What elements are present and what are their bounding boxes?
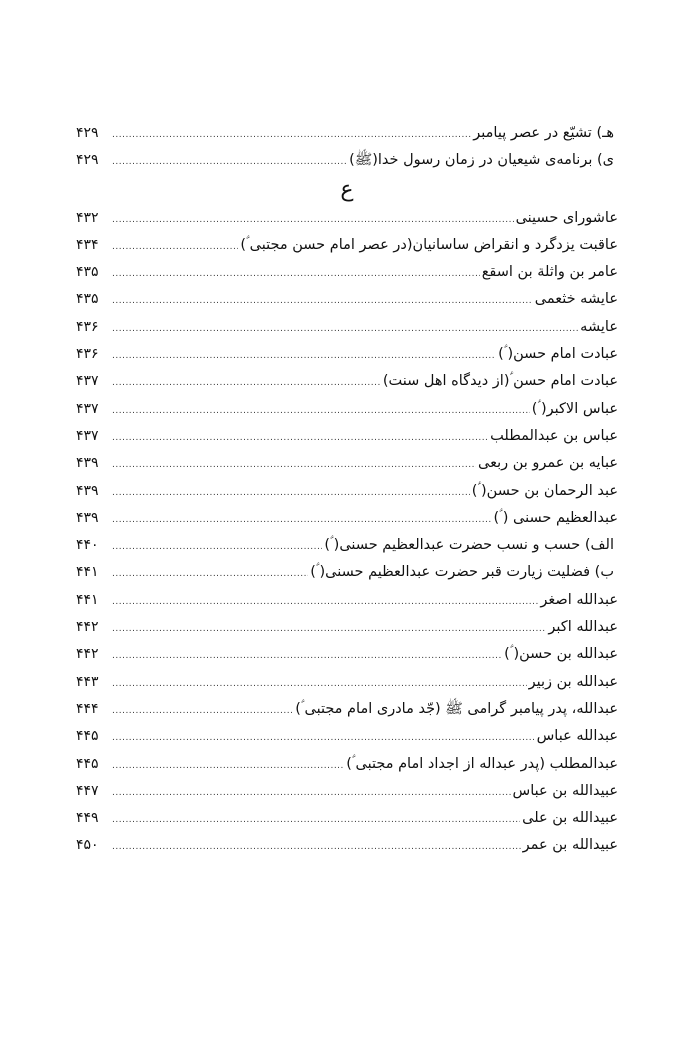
dot-leader: [112, 207, 514, 234]
dot-leader: [112, 149, 347, 176]
dot-leader: [112, 780, 511, 807]
dot-leader: [112, 753, 344, 780]
entry-page-number: ۴۳۹: [76, 509, 99, 526]
entry-page-number: ۴۴۲: [76, 646, 99, 663]
entry-page-number: ۴۴۹: [76, 810, 99, 827]
index-entry: [76, 368, 618, 395]
entry-page-number: ۴۳۵: [76, 264, 99, 281]
entry-page-number: ۴۲۹: [76, 125, 99, 141]
entry-page-number: ۴۴۵: [76, 755, 99, 772]
pre-section-entries: [76, 120, 618, 175]
entry-page-number: ۴۴۱: [76, 564, 99, 581]
entry-title: هـ) تشیّع در عصر پیامبر: [473, 125, 614, 141]
dot-leader: [112, 343, 496, 370]
entry-page-number: ۴۴۴: [76, 700, 99, 717]
dot-leader: [112, 288, 533, 315]
dot-leader: [112, 370, 381, 397]
index-entry: [76, 423, 618, 450]
index-entry: [76, 505, 618, 532]
entry-page-number: ۴۴۲: [76, 619, 99, 636]
entry-title: عایشه خثعمی: [534, 291, 618, 308]
entry-title: عامر بن واثلة بن اسقع: [481, 264, 618, 281]
dot-leader: [112, 834, 521, 861]
entry-page-number: ۴۳۷: [76, 427, 99, 444]
entry-page-number: ۴۳۶: [76, 346, 99, 363]
index-entry: [76, 641, 618, 668]
dot-leader: [112, 398, 530, 425]
dot-leader: [112, 698, 293, 725]
entry-title: عایشه: [580, 318, 618, 335]
entry-title: عبدالله بن حسن( ؑ): [504, 646, 618, 663]
index-entry: [76, 723, 618, 750]
dot-leader: [112, 480, 470, 507]
dot-leader: [112, 234, 238, 261]
index-entry: [76, 286, 618, 313]
index-entry: [76, 259, 618, 286]
entry-page-number: ۴۳۷: [76, 400, 99, 417]
index-entry: [76, 669, 618, 696]
dot-leader: [112, 507, 491, 534]
entry-title: عباس الاکبر( ؑ): [531, 400, 618, 417]
entry-page-number: ۴۳۶: [76, 318, 99, 335]
index-entry: [76, 205, 618, 232]
dot-leader: [112, 534, 322, 561]
entry-title: عاقبت یزدگرد و انقراض ساسانیان(در عصر امام حسن مجتبی ؑ): [240, 236, 618, 253]
index-entry: [76, 696, 618, 723]
entry-page-number: ۴۳۹: [76, 482, 99, 499]
entry-page-number: ۴۴۳: [76, 673, 99, 690]
entry-page-number: ۴۵۰: [76, 837, 99, 854]
entry-title: عبادت امام حسن( ؑ): [498, 346, 618, 363]
entry-title: ی) برنامه‌ی شیعیان در زمان رسول خدا(ﷺ): [349, 152, 614, 169]
index-entry: [76, 232, 618, 259]
entry-page-number: ۴۳۵: [76, 291, 99, 308]
entry-title: عبیدالله بن علی: [522, 810, 618, 827]
entry-title: عبدالله اصغر: [540, 591, 618, 608]
entry-title: عباس بن عبدالمطلب: [490, 427, 618, 444]
entry-title: عبیدالله بن عمر: [522, 837, 618, 854]
entry-page-number: ۴۴۷: [76, 782, 99, 799]
index-entry: [76, 587, 618, 614]
dot-leader: [112, 671, 527, 698]
index-subentry: [76, 147, 618, 174]
entry-page-number: ۴۳۷: [76, 373, 99, 390]
index-entry: [76, 778, 618, 805]
entry-title: الف) حسب و نسب حضرت عبدالعظیم حسنی( ؑ): [324, 537, 614, 554]
dot-leader: [112, 807, 520, 834]
entry-page-number: ۴۳۹: [76, 455, 99, 472]
index-entry: [76, 478, 618, 505]
section-entries: [76, 205, 618, 860]
entry-title: عبادت امام حسن ؑ(از دیدگاه اهل سنت): [382, 373, 618, 390]
entry-title: عاشورای حسینی: [515, 209, 618, 226]
index-entry: [76, 751, 618, 778]
entry-title: عبدالله عباس: [536, 728, 618, 745]
entry-page-number: ۴۳۲: [76, 209, 99, 226]
entry-title: ب) فضلیت زیارت قبر حضرت عبدالعظیم حسنی( ؑ): [310, 564, 614, 581]
entry-title: عبدالمطلب (پدر عبداله از اجداد امام مجتبی ؑ): [346, 755, 618, 772]
dot-leader: [112, 589, 538, 616]
dot-leader: [112, 616, 546, 643]
dot-leader: [112, 122, 471, 149]
index-entry: [76, 832, 618, 859]
entry-title: عبد الرحمان بن حسن( ؑ): [471, 482, 618, 499]
entry-title: عبایه بن عمرو بن ربعی: [478, 455, 618, 472]
entry-title: عبدالله اکبر: [548, 619, 618, 636]
index-entry: [76, 341, 618, 368]
dot-leader: [112, 561, 308, 588]
dot-leader: [112, 316, 578, 343]
index-entry: [76, 450, 618, 477]
dot-leader: [112, 425, 488, 452]
entry-page-number: ۴۴۰: [76, 537, 99, 554]
entry-title: عبیدالله بن عباس: [512, 782, 618, 799]
index-list: [76, 120, 618, 860]
index-entry: [76, 614, 618, 641]
entry-title: عبدالله، پدر پیامبر گرامی ﷺ (جّد مادری امام مجتبی ؑ): [295, 700, 618, 717]
entry-title: عبدالعظیم حسنی ( ؑ): [493, 509, 618, 526]
index-entry: [76, 314, 618, 341]
entry-page-number: ۴۳۴: [76, 236, 99, 253]
index-subentry: [76, 120, 618, 147]
index-entry: [76, 396, 618, 423]
dot-leader: [112, 643, 502, 670]
entry-title: عبدالله بن زبیر: [528, 673, 618, 690]
index-subentry: [76, 532, 618, 559]
index-subentry: [76, 559, 618, 586]
dot-leader: [112, 725, 535, 752]
dot-leader: [112, 261, 480, 288]
entry-page-number: ۴۴۱: [76, 591, 99, 608]
entry-page-number: ۴۲۹: [76, 152, 99, 169]
entry-page-number: ۴۴۵: [76, 728, 99, 745]
dot-leader: [112, 452, 476, 479]
index-entry: [76, 805, 618, 832]
section-letter-heading: ع: [340, 176, 354, 202]
